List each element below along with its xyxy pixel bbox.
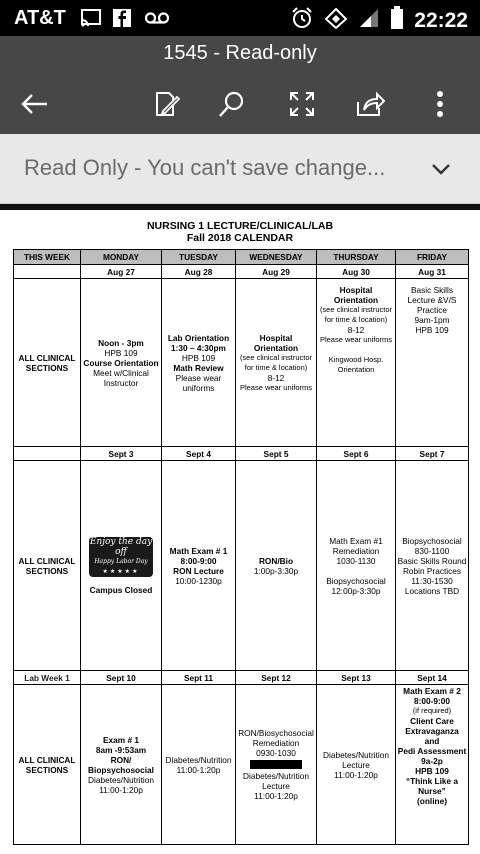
clock: 22:22 bbox=[414, 8, 468, 32]
cell-line: Basic Skills Lecture &V/S Practice bbox=[407, 285, 457, 315]
cell-line: (see clinical instructor for time & location) bbox=[319, 305, 393, 324]
monday-cell bbox=[81, 461, 162, 671]
read-only-banner[interactable] bbox=[0, 134, 480, 204]
date-cell: Sept 13 bbox=[317, 671, 396, 685]
date-cell: Sept 7 bbox=[396, 447, 469, 461]
date-cell: Aug 31 bbox=[396, 265, 469, 279]
toolbar bbox=[0, 84, 480, 128]
cell-line: HPB 109 bbox=[181, 352, 216, 363]
date-cell: Sept 6 bbox=[317, 447, 396, 461]
search-icon bbox=[217, 89, 247, 119]
date-row bbox=[14, 671, 469, 685]
signal-icon bbox=[358, 8, 380, 33]
cell-line: Extravaganza and bbox=[405, 726, 459, 746]
date-cell: Sept 10 bbox=[81, 671, 162, 685]
date-cell: Sept 14 bbox=[396, 671, 469, 685]
cell-line: Hospital Orientation bbox=[253, 332, 299, 353]
cell-line: 11:00-1:20p bbox=[176, 764, 221, 775]
cell-line: 0930-1030 bbox=[256, 748, 296, 758]
calendar-table bbox=[13, 249, 469, 845]
cell-line: Biopsychosocial bbox=[88, 764, 154, 775]
cell-line: Kingwood Hosp. Orientation bbox=[328, 355, 384, 374]
calendar-title: NURSING 1 LECTURE/CLINICAL/LAB bbox=[146, 220, 334, 232]
cell-line: HPB 109 bbox=[104, 347, 138, 358]
cell-line: Meet w/Clinical Instructor bbox=[93, 367, 149, 388]
thursday-cell bbox=[317, 279, 396, 447]
wednesday-cell bbox=[236, 279, 317, 447]
monday-cell bbox=[81, 279, 162, 447]
facebook-icon bbox=[112, 8, 134, 28]
fullscreen-icon bbox=[288, 90, 316, 118]
column-header: THIS WEEK bbox=[14, 250, 81, 265]
cell-line: 8:00-9:00 bbox=[180, 555, 217, 566]
cell-line: Diabetes/Nutrition bbox=[88, 774, 154, 785]
share-icon bbox=[355, 90, 385, 118]
monday-cell bbox=[81, 685, 162, 845]
cell-line: Math Review bbox=[173, 362, 224, 373]
cell-line: Math Exam #1 bbox=[329, 535, 383, 546]
schedule-row bbox=[14, 279, 469, 447]
cell-line: Course Orientation bbox=[83, 357, 159, 368]
status-bar bbox=[0, 0, 480, 36]
date-cell: Aug 29 bbox=[236, 265, 317, 279]
schedule-row bbox=[14, 685, 469, 845]
cell-line: 830-1100 bbox=[414, 545, 450, 556]
cell-line: 11:30-1530 bbox=[411, 575, 453, 586]
carrier-label: AT&T bbox=[14, 7, 66, 29]
friday-cell bbox=[396, 685, 469, 845]
wifi-icon bbox=[324, 7, 348, 34]
cell-line: 10:00-1230p bbox=[175, 575, 222, 586]
cell-line: RON/ bbox=[110, 754, 132, 765]
date-row bbox=[14, 447, 469, 461]
cell-line: 12:00p-3:30p bbox=[331, 585, 381, 596]
edit-document-icon bbox=[151, 89, 181, 119]
date-cell: Aug 30 bbox=[317, 265, 396, 279]
thursday-cell bbox=[317, 461, 396, 671]
cell-line: Biopsychosocial bbox=[326, 575, 386, 586]
cell-line: Hospital Orientation bbox=[333, 285, 379, 305]
week-label bbox=[14, 447, 81, 461]
date-cell: Aug 28 bbox=[162, 265, 236, 279]
document-title: 1545 - Read-only bbox=[163, 42, 317, 64]
cell-line: Noon - 3pm bbox=[98, 337, 144, 348]
cell-line: 1:00p-3:30p bbox=[253, 565, 299, 576]
document-page[interactable] bbox=[0, 204, 480, 854]
date-cell: Sept 12 bbox=[236, 671, 317, 685]
chevron-down-icon[interactable] bbox=[430, 158, 452, 180]
column-header: WEDNESDAY bbox=[236, 250, 317, 265]
thursday-cell bbox=[317, 685, 396, 845]
share-button[interactable] bbox=[350, 84, 390, 124]
search-button[interactable] bbox=[212, 84, 252, 124]
cell-line: Client Care bbox=[410, 716, 454, 726]
alarm-icon bbox=[290, 6, 314, 35]
cell-line: 8-12 bbox=[347, 325, 365, 335]
cell-line: Please wear uniforms bbox=[239, 382, 313, 392]
cell-line: “Think Like a Nurse” bbox=[405, 776, 459, 796]
column-header: TUESDAY bbox=[162, 250, 236, 265]
cell-line: 8am -9:53am bbox=[95, 744, 147, 755]
calendar-subtitle: Fall 2018 CALENDAR bbox=[186, 232, 294, 244]
tuesday-cell bbox=[162, 279, 236, 447]
edit-button[interactable] bbox=[146, 84, 186, 124]
column-header: THURSDAY bbox=[317, 250, 396, 265]
cell-line: 11:00-1:20p bbox=[254, 791, 298, 801]
cell-line: (online) bbox=[417, 796, 447, 806]
cell-line: Locations TBD bbox=[404, 585, 460, 596]
cell-line: Remediation bbox=[332, 545, 380, 556]
fullscreen-button[interactable] bbox=[282, 84, 322, 124]
week-label bbox=[14, 265, 81, 279]
read-only-message: Read Only - You can't save change... bbox=[24, 155, 386, 180]
date-cell: Sept 4 bbox=[162, 447, 236, 461]
more-options-button[interactable] bbox=[420, 84, 460, 124]
tuesday-cell bbox=[162, 461, 236, 671]
cell-line: Please wear uniforms bbox=[175, 372, 222, 393]
cell-line: 11:00-1:20p bbox=[334, 769, 378, 780]
row-label: ALL CLINICAL SECTIONS bbox=[14, 279, 81, 447]
cell-line: HPB 109 bbox=[415, 766, 449, 776]
cell-line: Remediation bbox=[252, 738, 300, 748]
week-label: Lab Week 1 bbox=[14, 671, 81, 685]
tuesday-cell bbox=[162, 685, 236, 845]
cell-line: Diabetes/Nutrition bbox=[243, 771, 309, 781]
row-label: ALL CLINICAL SECTIONS bbox=[14, 461, 81, 671]
friday-cell bbox=[396, 461, 469, 671]
cell-line: Campus Closed bbox=[89, 584, 153, 595]
cell-line: Diabetes/Nutrition bbox=[323, 749, 389, 760]
cell-line: Diabetes/Nutrition bbox=[165, 754, 232, 765]
redaction-bar bbox=[250, 760, 302, 769]
cell-line: (see clinical instructor for time & location) bbox=[239, 352, 313, 372]
cell-line: Basic Skills Round Robin Practices bbox=[397, 555, 467, 576]
voicemail-icon bbox=[144, 8, 166, 28]
cell-line: RON/Biosychosocial bbox=[238, 728, 314, 738]
column-header: MONDAY bbox=[81, 250, 162, 265]
cell-line: Math Exam # 1 bbox=[169, 545, 228, 556]
cell-line: 9am-1pm bbox=[414, 315, 450, 325]
scan-edge bbox=[0, 204, 480, 210]
header-row bbox=[14, 250, 469, 265]
date-cell: Aug 27 bbox=[81, 265, 162, 279]
cell-line: RON Lecture bbox=[173, 565, 224, 576]
back-arrow-icon bbox=[19, 92, 49, 116]
column-header: FRIDAY bbox=[396, 250, 469, 265]
more-vert-icon bbox=[436, 90, 444, 118]
battery-icon bbox=[390, 6, 404, 35]
image-caption: Enjoy the day off bbox=[89, 536, 153, 557]
cell-line: Lab Orientation bbox=[167, 332, 230, 343]
row-label: ALL CLINICAL SECTIONS bbox=[14, 685, 81, 845]
cell-line: 9a-2p bbox=[421, 756, 443, 766]
date-cell: Sept 11 bbox=[162, 671, 236, 685]
image-caption: Happy Labor Day bbox=[94, 557, 148, 565]
cell-line: (if required) bbox=[412, 706, 452, 715]
app-bar bbox=[0, 36, 480, 134]
friday-cell bbox=[396, 279, 469, 447]
system-icons bbox=[290, 6, 468, 35]
cell-line: 11:00-1:20p bbox=[99, 784, 143, 795]
back-button[interactable] bbox=[14, 84, 54, 124]
cell-line: Exam # 1 bbox=[103, 734, 139, 745]
wednesday-cell bbox=[236, 461, 317, 671]
wednesday-cell bbox=[236, 685, 317, 845]
cell-line: Biopsychosocial bbox=[402, 535, 462, 546]
date-cell: Sept 3 bbox=[81, 447, 162, 461]
schedule-row bbox=[14, 461, 469, 671]
cell-line: HPB 109 bbox=[415, 325, 449, 335]
date-row bbox=[14, 265, 469, 279]
cell-line: RON/Bio bbox=[258, 555, 294, 566]
cell-line: Math Exam # 2 bbox=[403, 686, 461, 696]
cell-line: 1030-1130 bbox=[336, 555, 376, 566]
cell-line: 8-12 bbox=[267, 372, 285, 383]
date-cell: Sept 5 bbox=[236, 447, 317, 461]
stars-decoration: ★★★★★ bbox=[102, 567, 140, 575]
cell-line: 8:00-9:00 bbox=[414, 696, 450, 706]
cell-line: Pedi Assessment bbox=[397, 746, 467, 756]
notification-icons bbox=[80, 8, 166, 28]
cell-line: Lecture bbox=[342, 759, 370, 770]
calendar-heading bbox=[0, 220, 480, 244]
labor-day-image bbox=[89, 537, 153, 577]
cell-line: Lecture bbox=[262, 781, 290, 791]
cell-line: Please wear uniforms bbox=[319, 335, 393, 344]
cell-line: 1:30 – 4:30pm bbox=[171, 342, 226, 353]
cast-icon bbox=[80, 8, 102, 28]
